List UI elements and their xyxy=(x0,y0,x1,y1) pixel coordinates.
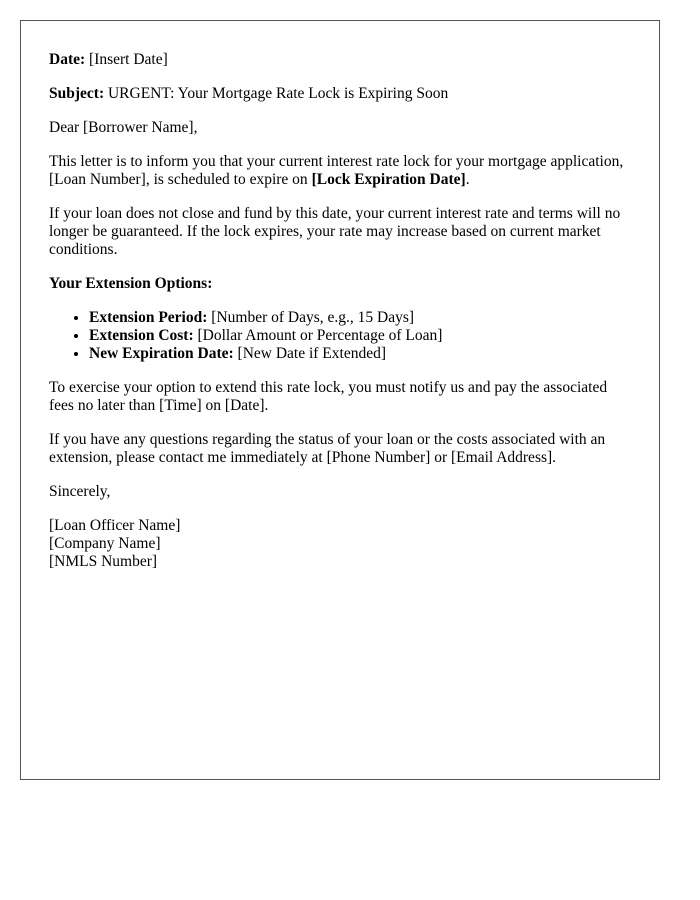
date-value: [Insert Date] xyxy=(85,51,168,68)
instructions-paragraph: To exercise your option to extend this rate lock, you must notify us and pay the associated fees no later than [Time] on [Date]. xyxy=(49,379,608,414)
option-value: [New Date if Extended] xyxy=(233,345,387,362)
letter-page xyxy=(20,20,660,780)
option-value: [Number of Days, e.g., 15 Days] xyxy=(207,309,415,326)
signature-name: [Loan Officer Name] xyxy=(49,517,181,534)
subject-line xyxy=(49,85,631,103)
option-label: Extension Cost: xyxy=(89,327,194,344)
options-heading xyxy=(49,275,631,293)
consequence-paragraph: If your loan does not close and fund by this date, your current interest rate and terms will no longer be guaranteed. If the lock expires, your rate may increase based on current market conditions. xyxy=(49,205,621,258)
list-item xyxy=(89,309,631,327)
intro-text: This letter is to inform you that your current interest rate lock for your mortgage application, [Loan Number], is scheduled to expire on xyxy=(49,153,624,188)
option-label: Extension Period: xyxy=(89,309,208,326)
options-heading-text: Your Extension Options: xyxy=(49,275,213,292)
intro-paragraph xyxy=(49,153,631,189)
options-list xyxy=(49,309,631,363)
lock-expiration-date: [Lock Expiration Date] xyxy=(311,171,466,188)
signature-company: [Company Name] xyxy=(49,535,161,552)
list-item xyxy=(89,345,631,363)
contact-paragraph: If you have any questions regarding the status of your loan or the costs associated with an extension, please contact me immediately at [Phone Number] or [Email Address]. xyxy=(49,431,606,466)
date-line xyxy=(49,51,631,69)
salutation: Dear [Borrower Name], xyxy=(49,119,198,136)
option-label: New Expiration Date: xyxy=(89,345,234,362)
subject-value: URGENT: Your Mortgage Rate Lock is Expiring Soon xyxy=(104,85,449,102)
option-value: [Dollar Amount or Percentage of Loan] xyxy=(193,327,443,344)
closing: Sincerely, xyxy=(49,483,111,500)
subject-label: Subject: xyxy=(49,85,105,102)
signature-nmls: [NMLS Number] xyxy=(49,553,158,570)
date-label: Date: xyxy=(49,51,86,68)
list-item xyxy=(89,327,631,345)
intro-end: . xyxy=(465,171,470,188)
